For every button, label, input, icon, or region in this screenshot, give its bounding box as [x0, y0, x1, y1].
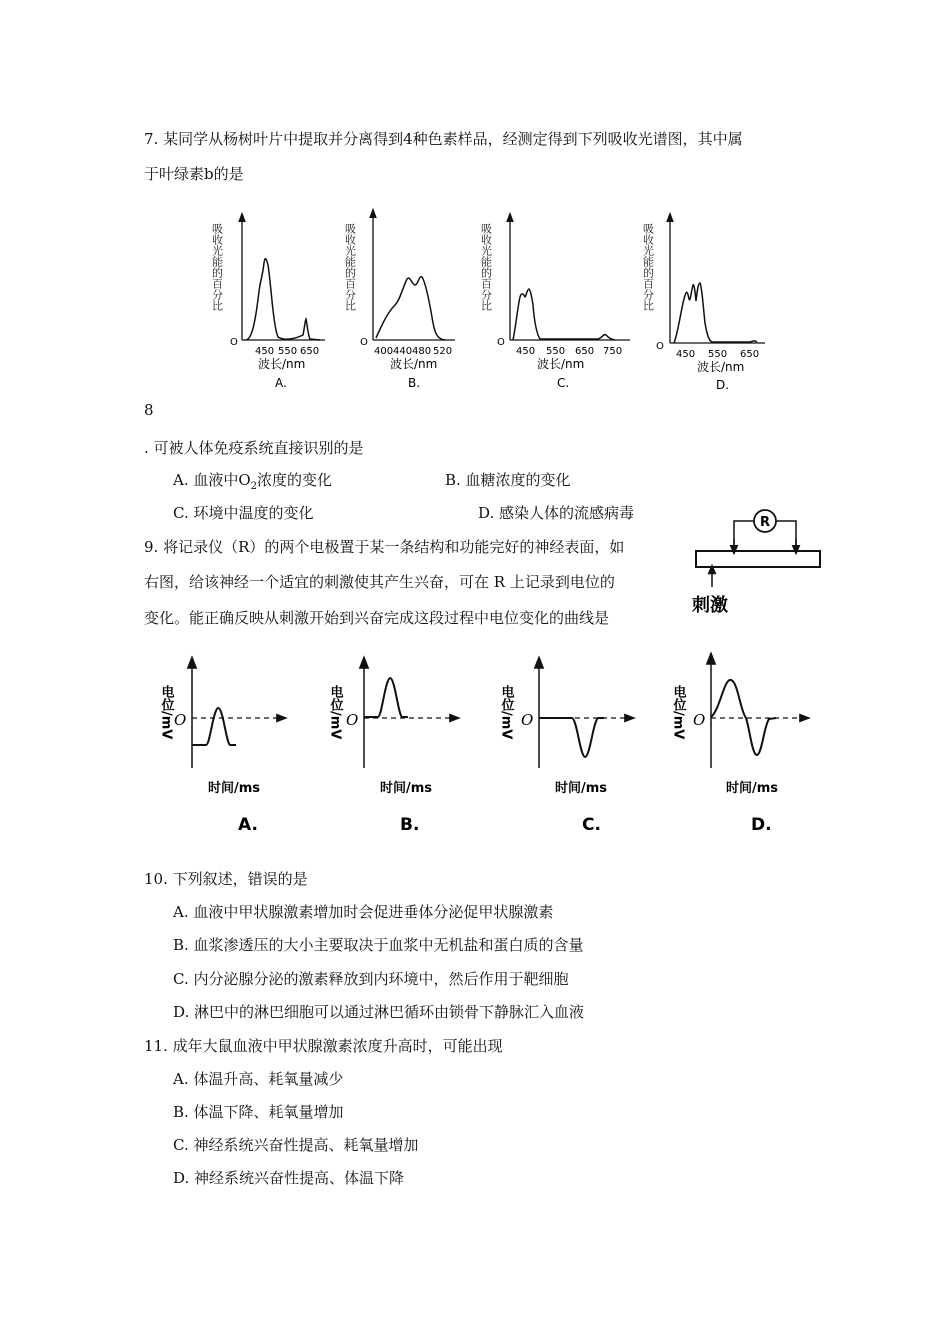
- q7-spectra-figure: [200, 205, 790, 400]
- q9-nerve-diagram: [690, 505, 830, 620]
- y-axis-label: 吸收光能的百分比: [479, 223, 493, 311]
- y-axis-label: 吸收光能的百分比: [343, 223, 357, 311]
- tick-label: 750: [603, 346, 623, 357]
- q7-chart-c: [480, 217, 631, 390]
- chart-caption: C.: [557, 376, 570, 390]
- curve-caption: D.: [751, 815, 772, 835]
- curve-caption: A.: [238, 815, 258, 835]
- q11-stem: 11. 成年大鼠血液中甲状腺激素浓度升高时，可能出现: [144, 1037, 503, 1055]
- chart-caption: D.: [716, 378, 730, 392]
- recorder-label: R: [759, 515, 771, 530]
- tick-label: 400: [374, 346, 394, 357]
- tick-label: 450: [255, 346, 275, 357]
- q7-stem-line2: 于叶绿素b的是: [144, 165, 244, 183]
- q9-curve-a: [159, 662, 283, 835]
- origin-label: O: [230, 337, 238, 348]
- q8-option-b: B. 血糖浓度的变化: [445, 471, 571, 489]
- q8-number: 8: [144, 401, 154, 419]
- q9-curve-c: [499, 662, 631, 835]
- y-axis-label: 电位/mV: [327, 685, 343, 740]
- q10-option-c: C. 内分泌腺分泌的激素释放到内环境中，然后作用于靶细胞: [173, 970, 569, 988]
- tick-label: 650: [300, 346, 320, 357]
- origin-label: O: [360, 337, 368, 348]
- tick-label: 650: [740, 349, 760, 360]
- curve-caption: C.: [582, 815, 601, 835]
- y-axis-label: 吸收光能的百分比: [641, 223, 655, 311]
- curve-caption: B.: [400, 815, 420, 835]
- q7-stem-line1: 7. 某同学从杨树叶片中提取并分离得到4种色素样品，经测定得到下列吸收光谱图，其中属: [144, 130, 743, 148]
- q8-option-a: [173, 469, 332, 492]
- q9-stem-line3: 变化。能正确反映从刺激开始到兴奋完成这段过程中电位变化的曲线是: [144, 609, 610, 627]
- x-axis-label: 波长/nm: [258, 357, 306, 371]
- nerve-fiber: [696, 551, 820, 567]
- q10-stem: 10. 下列叙述，错误的是: [144, 870, 308, 888]
- tick-label: 550: [708, 349, 728, 360]
- x-axis-label: 时间/ms: [555, 781, 608, 796]
- origin-label: O: [656, 341, 664, 352]
- chart-caption: B.: [408, 376, 421, 390]
- origin-label: O: [346, 711, 359, 729]
- tick-label: 450: [516, 346, 536, 357]
- origin-label: O: [521, 711, 534, 729]
- q11-option-d: D. 神经系统兴奋性提高、体温下降: [173, 1169, 405, 1187]
- y-axis-label: 吸收光能的百分比: [210, 223, 224, 311]
- q9-potential-curves: [150, 650, 830, 840]
- q9-stem-line1: 9. 将记录仪（R）的两个电极置于某一条结构和功能完好的神经表面，如: [144, 538, 625, 556]
- tick-label: 550: [278, 346, 298, 357]
- potential-curve: [364, 678, 408, 717]
- q11-option-c: C. 神经系统兴奋性提高、耗氧量增加: [173, 1136, 419, 1154]
- q7-chart-b: [344, 213, 456, 390]
- q8-option-a-prefix: A. 血液中O: [173, 471, 251, 489]
- origin-label: O: [497, 337, 505, 348]
- spectrum-curve: [674, 283, 757, 343]
- origin-label: O: [693, 711, 706, 729]
- x-axis-label: 时间/ms: [726, 781, 779, 796]
- q9-stem-line2: 右图，给该神经一个适宜的刺激使其产生兴奋，可在 R 上记录到电位的: [144, 573, 615, 591]
- tick-label: 550: [546, 346, 566, 357]
- q10-option-d: D. 淋巴中的淋巴细胞可以通过淋巴循环由锁骨下静脉汇入血液: [173, 1003, 585, 1021]
- y-axis-label: 电位/mV: [158, 685, 174, 740]
- spectrum-curve: [376, 277, 445, 340]
- q10-option-b: B. 血浆渗透压的大小主要取决于血浆中无机盐和蛋白质的含量: [173, 936, 584, 954]
- x-axis-label: 波长/nm: [390, 357, 438, 371]
- q11-option-a: A. 体温升高、耗氧量减少: [173, 1070, 344, 1088]
- q8-option-d: D. 感染人体的流感病毒: [478, 504, 635, 522]
- y-axis-label: 电位/mV: [498, 685, 514, 740]
- q7-chart-a: [211, 217, 326, 390]
- stimulus-label: 刺激: [692, 595, 728, 616]
- y-axis-label: 电位/mV: [670, 685, 686, 740]
- x-axis-label: 时间/ms: [208, 781, 261, 796]
- q8-option-a-subscript: 2: [250, 481, 258, 492]
- tick-label: 450: [676, 349, 696, 360]
- x-axis-label: 波长/nm: [537, 357, 585, 371]
- tick-label: 480: [412, 346, 432, 357]
- q10-option-a: A. 血液中甲状腺激素增加时会促进垂体分泌促甲状腺激素: [173, 903, 554, 921]
- potential-curve: [192, 708, 236, 745]
- tick-label: 440: [393, 346, 413, 357]
- tick-label: 650: [575, 346, 595, 357]
- chart-caption: A.: [275, 376, 287, 390]
- q7-chart-d: [642, 217, 766, 392]
- q9-curve-b: [328, 662, 456, 835]
- spectrum-curve: [513, 289, 615, 340]
- q8-option-a-suffix: 浓度的变化: [257, 471, 333, 489]
- tick-label: 520: [433, 346, 453, 357]
- q9-curve-d: [671, 658, 806, 835]
- potential-curve: [539, 718, 604, 757]
- q8-stem: . 可被人体免疫系统直接识别的是: [144, 439, 364, 457]
- q11-option-b: B. 体温下降、耗氧量增加: [173, 1103, 344, 1121]
- x-axis-label: 波长/nm: [697, 360, 745, 374]
- spectrum-curve: [246, 259, 320, 340]
- origin-label: O: [174, 711, 187, 729]
- x-axis-label: 时间/ms: [380, 781, 433, 796]
- q8-option-c: C. 环境中温度的变化: [173, 504, 314, 522]
